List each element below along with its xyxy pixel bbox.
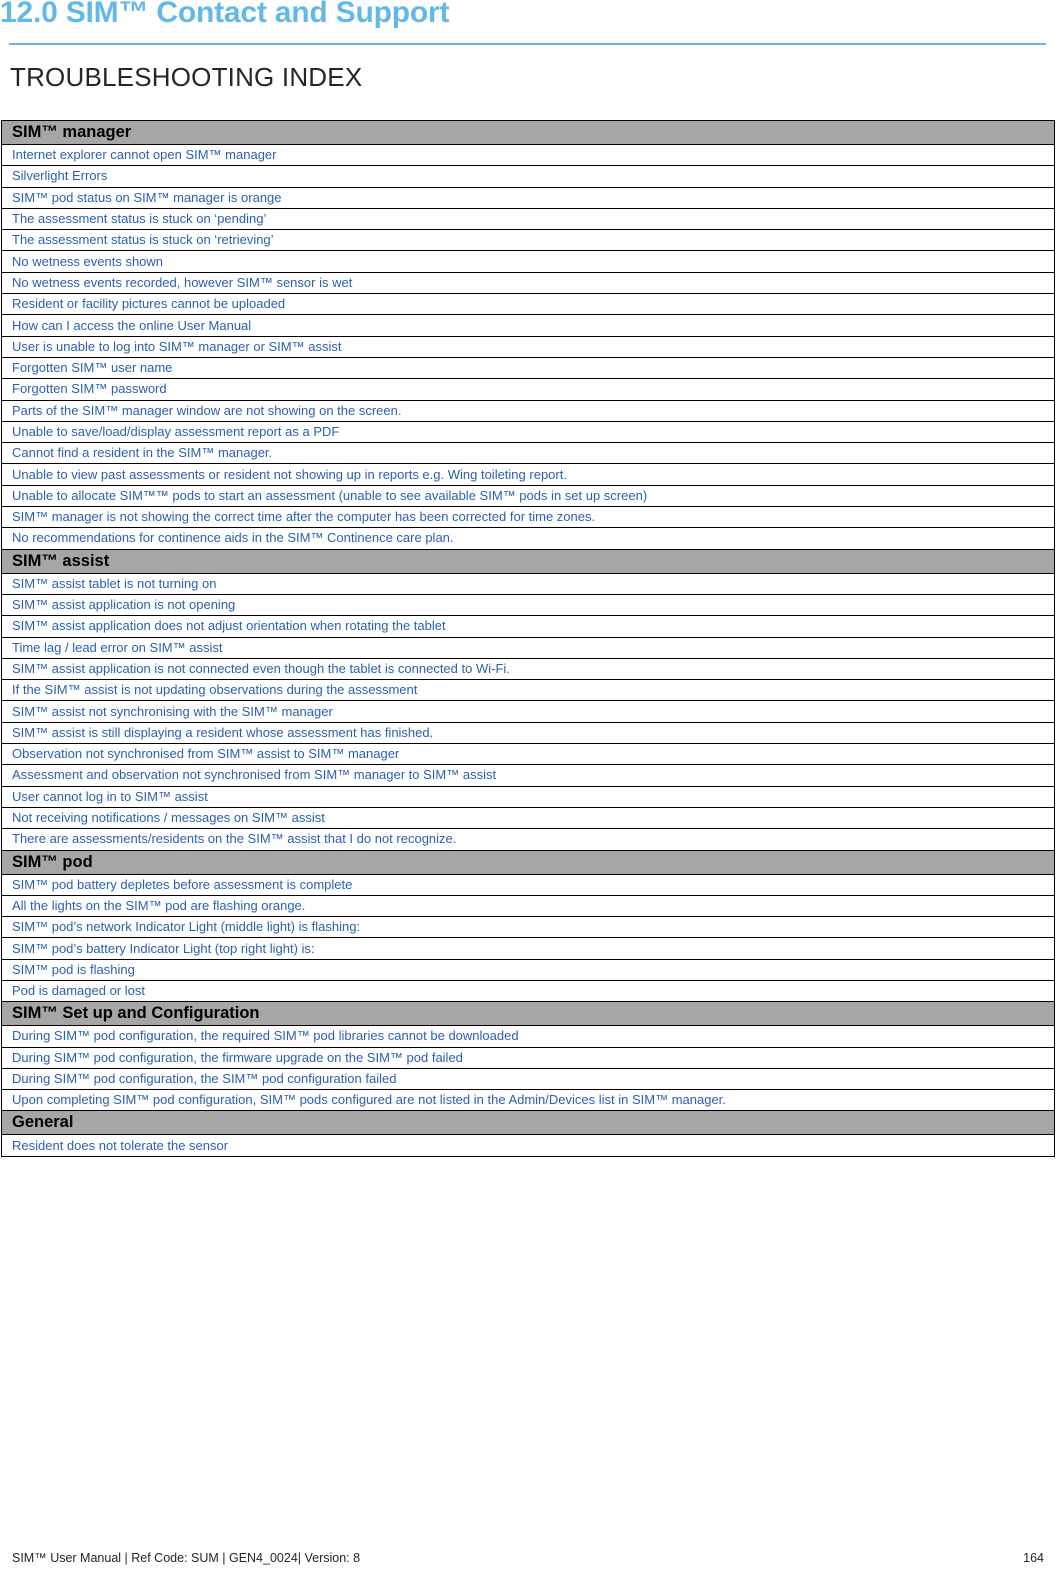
group-header-row — [2, 850, 1055, 874]
index-link[interactable]: Silverlight Errors — [2, 166, 1055, 187]
index-link[interactable]: Pod is damaged or lost — [2, 980, 1055, 1001]
index-link[interactable]: Unable to view past assessments or resident not showing up in reports e.g. Wing toileting report. — [2, 464, 1055, 485]
index-row — [2, 1135, 1055, 1156]
group-header-row — [2, 549, 1055, 573]
index-row — [2, 251, 1055, 272]
index-row — [2, 187, 1055, 208]
index-link[interactable]: SIM™ manager is not showing the correct time after the computer has been corrected for time zones. — [2, 507, 1055, 528]
index-link[interactable]: Cannot find a resident in the SIM™ manager. — [2, 443, 1055, 464]
index-link[interactable]: SIM™ pod is flashing — [2, 959, 1055, 980]
index-link[interactable]: No recommendations for continence aids in the SIM™ Continence care plan. — [2, 528, 1055, 549]
index-row — [2, 421, 1055, 442]
index-link[interactable]: Assessment and observation not synchronised from SIM™ manager to SIM™ assist — [2, 765, 1055, 786]
index-link[interactable]: Parts of the SIM™ manager window are not showing on the screen. — [2, 400, 1055, 421]
index-row — [2, 464, 1055, 485]
index-link[interactable]: SIM™ assist application is not connected even though the tablet is connected to Wi-Fi. — [2, 658, 1055, 679]
index-row — [2, 765, 1055, 786]
page-footer — [12, 1551, 1044, 1565]
index-link[interactable]: During SIM™ pod configuration, the required SIM™ pod libraries cannot be downloaded — [2, 1026, 1055, 1047]
index-link[interactable]: The assessment status is stuck on ‘pending’ — [2, 208, 1055, 229]
index-link[interactable]: SIM™ assist not synchronising with the SIM™ manager — [2, 701, 1055, 722]
index-link[interactable]: Forgotten SIM™ password — [2, 379, 1055, 400]
footer-page-number: 164 — [1023, 1551, 1044, 1565]
index-link[interactable]: Unable to allocate SIM™™ pods to start an assessment (unable to see available SIM™ pods in set up screen) — [2, 485, 1055, 506]
index-link[interactable]: Forgotten SIM™ user name — [2, 357, 1055, 378]
index-row — [2, 166, 1055, 187]
index-link[interactable]: SIM™ assist application does not adjust orientation when rotating the tablet — [2, 616, 1055, 637]
index-row — [2, 807, 1055, 828]
index-row — [2, 658, 1055, 679]
index-row — [2, 744, 1055, 765]
index-link[interactable]: SIM™ pod’s battery Indicator Light (top right light) is: — [2, 938, 1055, 959]
index-row — [2, 938, 1055, 959]
index-link[interactable]: Resident or facility pictures cannot be uploaded — [2, 294, 1055, 315]
group-header-row — [2, 1002, 1055, 1026]
index-link[interactable]: SIM™ pod status on SIM™ manager is orange — [2, 187, 1055, 208]
index-row — [2, 637, 1055, 658]
index-row — [2, 208, 1055, 229]
index-link[interactable]: If the SIM™ assist is not updating observations during the assessment — [2, 680, 1055, 701]
title-divider — [9, 43, 1046, 45]
index-link[interactable]: There are assessments/residents on the SIM™ assist that I do not recognize. — [2, 829, 1055, 850]
index-row — [2, 1047, 1055, 1068]
index-link[interactable]: No wetness events recorded, however SIM™ sensor is wet — [2, 272, 1055, 293]
index-row — [2, 1068, 1055, 1089]
page-title: 12.0 SIM™ Contact and Support — [0, 0, 450, 29]
index-link[interactable]: Observation not synchronised from SIM™ assist to SIM™ manager — [2, 744, 1055, 765]
group-header: SIM™ pod — [2, 850, 1055, 874]
index-row — [2, 1026, 1055, 1047]
index-row — [2, 680, 1055, 701]
index-link[interactable]: Not receiving notifications / messages on SIM™ assist — [2, 807, 1055, 828]
index-row — [2, 917, 1055, 938]
index-link[interactable]: During SIM™ pod configuration, the firmware upgrade on the SIM™ pod failed — [2, 1047, 1055, 1068]
index-link[interactable]: How can I access the online User Manual — [2, 315, 1055, 336]
index-link[interactable]: Resident does not tolerate the sensor — [2, 1135, 1055, 1156]
index-row — [2, 829, 1055, 850]
group-header-row — [2, 1111, 1055, 1135]
index-link[interactable]: No wetness events shown — [2, 251, 1055, 272]
index-link[interactable]: SIM™ assist tablet is not turning on — [2, 573, 1055, 594]
index-link[interactable]: SIM™ pod’s network Indicator Light (middle light) is flashing: — [2, 917, 1055, 938]
index-row — [2, 230, 1055, 251]
group-header: General — [2, 1111, 1055, 1135]
index-row — [2, 959, 1055, 980]
index-link[interactable]: SIM™ assist is still displaying a resident whose assessment has finished. — [2, 722, 1055, 743]
index-row — [2, 379, 1055, 400]
index-row — [2, 895, 1055, 916]
index-link[interactable]: The assessment status is stuck on ‘retrieving’ — [2, 230, 1055, 251]
index-row — [2, 701, 1055, 722]
index-row — [2, 315, 1055, 336]
group-header-row — [2, 121, 1055, 145]
index-row — [2, 980, 1055, 1001]
index-link[interactable]: User cannot log in to SIM™ assist — [2, 786, 1055, 807]
troubleshooting-index-heading: TROUBLESHOOTING INDEX — [10, 62, 363, 92]
index-link[interactable]: User is unable to log into SIM™ manager or SIM™ assist — [2, 336, 1055, 357]
index-link[interactable]: SIM™ assist application is not opening — [2, 594, 1055, 615]
group-header: SIM™ Set up and Configuration — [2, 1002, 1055, 1026]
troubleshooting-index-table — [1, 120, 1055, 1157]
index-row — [2, 1090, 1055, 1111]
index-row — [2, 294, 1055, 315]
group-header: SIM™ manager — [2, 121, 1055, 145]
index-link[interactable]: All the lights on the SIM™ pod are flashing orange. — [2, 895, 1055, 916]
index-link[interactable]: SIM™ pod battery depletes before assessment is complete — [2, 874, 1055, 895]
index-row — [2, 507, 1055, 528]
index-row — [2, 722, 1055, 743]
index-row — [2, 594, 1055, 615]
index-row — [2, 786, 1055, 807]
index-row — [2, 485, 1055, 506]
index-row — [2, 272, 1055, 293]
index-link[interactable]: Upon completing SIM™ pod configuration, SIM™ pods configured are not listed in the Admin/Devices list in SIM™ manager. — [2, 1090, 1055, 1111]
index-row — [2, 528, 1055, 549]
index-row — [2, 573, 1055, 594]
index-link[interactable]: Unable to save/load/display assessment report as a PDF — [2, 421, 1055, 442]
index-row — [2, 874, 1055, 895]
index-row — [2, 336, 1055, 357]
index-row — [2, 443, 1055, 464]
index-link[interactable]: During SIM™ pod configuration, the SIM™ pod configuration failed — [2, 1068, 1055, 1089]
index-row — [2, 400, 1055, 421]
index-row — [2, 616, 1055, 637]
index-link[interactable]: Time lag / lead error on SIM™ assist — [2, 637, 1055, 658]
index-row — [2, 145, 1055, 166]
index-row — [2, 357, 1055, 378]
group-header: SIM™ assist — [2, 549, 1055, 573]
index-link[interactable]: Internet explorer cannot open SIM™ manager — [2, 145, 1055, 166]
footer-manual-reference: SIM™ User Manual | Ref Code: SUM | GEN4_0024| Version: 8 — [12, 1551, 361, 1565]
